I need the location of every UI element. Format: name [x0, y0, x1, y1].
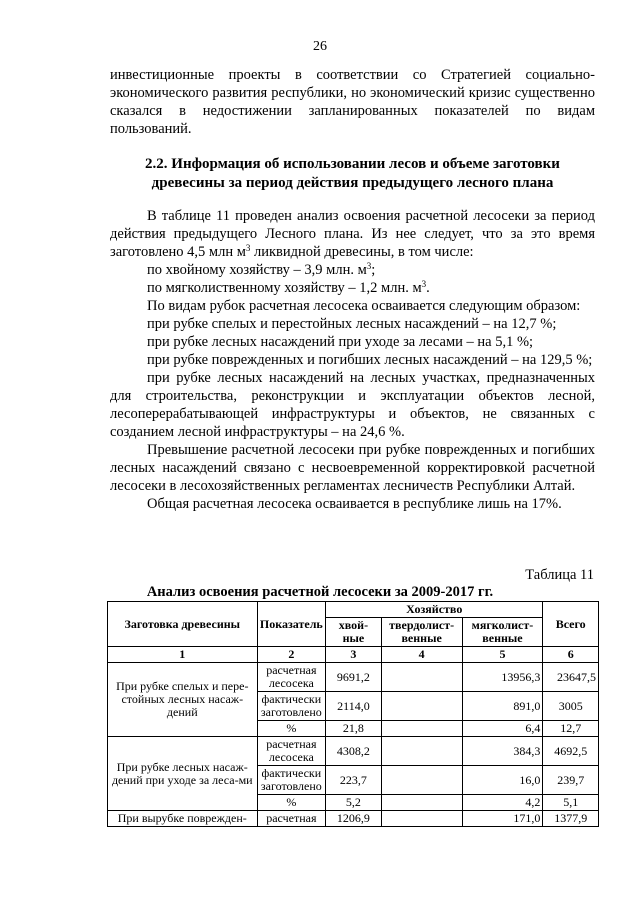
col-number: 2: [257, 647, 326, 663]
indicator-cell: фактически заготовлено: [257, 692, 326, 721]
indicator-cell: расчетная: [257, 811, 326, 827]
conifer-cell: 223,7: [326, 766, 382, 795]
header-conifer: хвой-ные: [326, 618, 382, 647]
table-number: Таблица 11: [525, 567, 594, 583]
col-number: 1: [108, 647, 258, 663]
softwood-cell: 6,4: [462, 721, 543, 737]
body-text: [110, 207, 595, 513]
header-harvest: Заготовка древесины: [108, 602, 258, 647]
col-number: 5: [462, 647, 543, 663]
conifer-cell: 21,8: [326, 721, 382, 737]
indicator-cell: расчетная лесосека: [257, 663, 326, 692]
header-indicator: Показатель: [257, 602, 326, 647]
table-row: [108, 663, 599, 692]
conifer-cell: 4308,2: [326, 737, 382, 766]
indicator-cell: фактически заготовлено: [257, 766, 326, 795]
hardwood-cell: [381, 692, 462, 721]
col-number: 3: [326, 647, 382, 663]
softwood-cell: 171,0: [462, 811, 543, 827]
group-name: При рубке спелых и пере-стойных лесных насаж-дений: [108, 663, 258, 737]
total-cell: 3005: [543, 692, 599, 721]
paragraph-8: при рубке лесных насаждений на лесных участках, предназначенных для строительства, реконструкции и эксплуатации объектов лесной, лесоперерабатывающей инфраструктуры и объектов, не связанных с созданием лесной инфраструктуры – на 24,6 %.: [110, 370, 595, 440]
indicator-cell: %: [257, 721, 326, 737]
total-cell: 23647,5: [543, 663, 599, 692]
col-number: 6: [543, 647, 599, 663]
indicator-cell: %: [257, 795, 326, 811]
conifer-cell: 5,2: [326, 795, 382, 811]
hardwood-cell: [381, 663, 462, 692]
hardwood-cell: [381, 795, 462, 811]
total-cell: 4692,5: [543, 737, 599, 766]
paragraph-7: при рубке поврежденных и погибших лесных насаждений – на 129,5 %;: [147, 352, 593, 368]
col-number: 4: [381, 647, 462, 663]
hardwood-cell: [381, 811, 462, 827]
intro-paragraph: [110, 66, 595, 138]
paragraph-5: при рубке спелых и перестойных лесных насаждений – на 12,7 %;: [147, 316, 557, 332]
total-cell: 12,7: [543, 721, 599, 737]
section-heading: 2.2. Информация об использовании лесов и объеме заготовки древесины за период действия предыдущего лесного плана: [145, 156, 560, 191]
paragraph-2: по хвойному хозяйству – 3,9 млн. $м^3$;: [147, 261, 376, 278]
conifer-cell: 2114,0: [326, 692, 382, 721]
hardwood-cell: [381, 737, 462, 766]
total-cell: 5,1: [543, 795, 599, 811]
table-row: [108, 737, 599, 766]
total-cell: 1377,9: [543, 811, 599, 827]
hardwood-cell: [381, 721, 462, 737]
softwood-cell: 13956,3: [462, 663, 543, 692]
header-hardwood: твердолист-венные: [381, 618, 462, 647]
softwood-cell: 16,0: [462, 766, 543, 795]
table-title: Анализ освоения расчетной лесосеки за 2009-2017 гг.: [146, 584, 494, 600]
paragraph-9: Превышение расчетной лесосеки при рубке поврежденных и погибших лесных насаждений связано с несвоевременной корректировкой расчетной лесосеки в лесохозяйственных регламентах лесничеств Республики Алтай.: [110, 442, 595, 494]
group-name: При вырубке поврежден-: [108, 811, 258, 827]
paragraph-6: при рубке лесных насаждений при уходе за лесами – на 5,1 %;: [147, 334, 534, 350]
conifer-cell: 1206,9: [326, 811, 382, 827]
softwood-cell: 384,3: [462, 737, 543, 766]
group-name: При рубке лесных насаж-дений при уходе за леса-ми: [108, 737, 258, 811]
header-group: Хозяйство: [326, 602, 543, 618]
paragraph-3: по мягколиственному хозяйству – 1,2 млн. $м^3$.: [147, 279, 430, 296]
harvest-table: [107, 601, 599, 827]
paragraph-10: Общая расчетная лесосека осваивается в республике лишь на 17%.: [147, 496, 562, 512]
softwood-cell: 891,0: [462, 692, 543, 721]
header-total: Всего: [543, 602, 599, 647]
hardwood-cell: [381, 766, 462, 795]
total-cell: 239,7: [543, 766, 599, 795]
intro-text: инвестиционные проекты в соответствии со Стратегией социально-экономического развития республики, но экономический кризис существенно сказался в недостижении запланированных показателей по видам пользований.: [110, 67, 595, 137]
paragraph-1: В таблице 11 проведен анализ освоения расчетной лесосеки за период действия предыдущего Лесного плана. Из нее следует, что за это время заготовлено 4,5 млн $м^3$ ликвидной древесины, в том числе:: [110, 208, 595, 260]
page-number: 26: [313, 39, 327, 54]
paragraph-4: По видам рубок расчетная лесосека осваивается следующим образом:: [147, 298, 581, 314]
indicator-cell: расчетная лесосека: [257, 737, 326, 766]
header-softwood: мягколист-венные: [462, 618, 543, 647]
softwood-cell: 4,2: [462, 795, 543, 811]
conifer-cell: 9691,2: [326, 663, 382, 692]
table-row: [108, 811, 599, 827]
